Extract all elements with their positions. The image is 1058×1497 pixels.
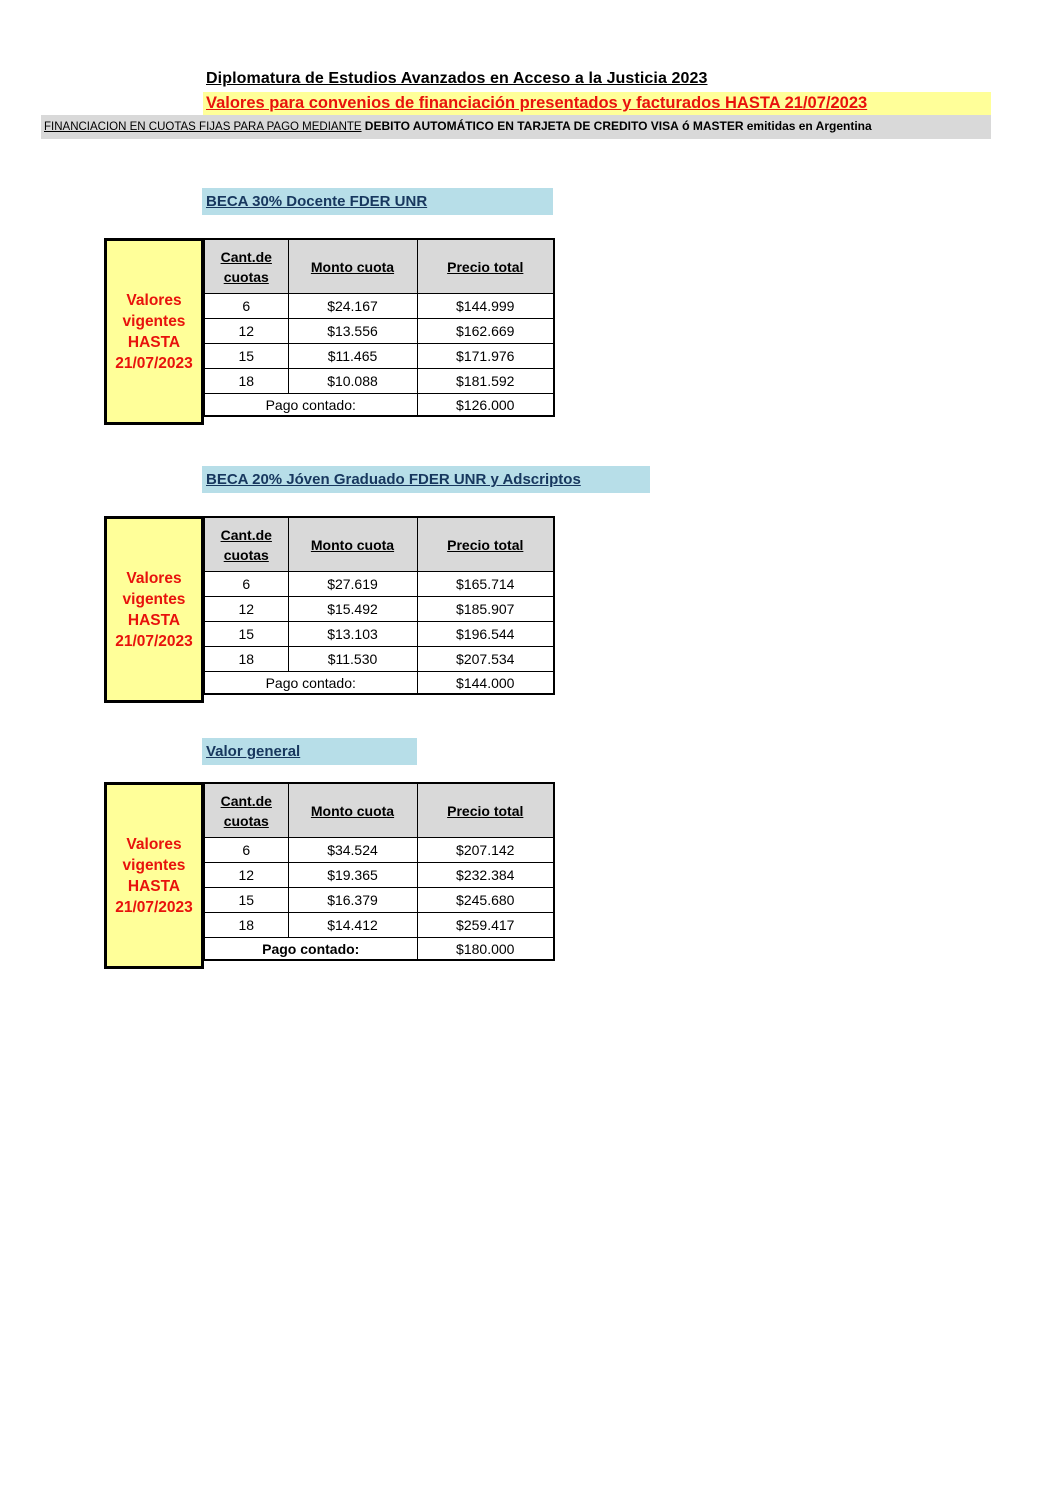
validity-subtitle [203,92,991,115]
column-header-precio: Precio total [417,783,554,838]
contado-label: Pago contado: [204,672,417,695]
column-header-precio: Precio total [417,239,554,294]
contado-label: Pago contado: [204,394,417,417]
section-title-general [202,738,417,765]
table-header-row [204,517,554,572]
financing-master: MASTER [692,119,744,133]
cell-monto: $11.465 [288,344,417,369]
table-row [204,888,554,913]
cell-monto: $11.530 [288,647,417,672]
validity-line: Valores [126,569,182,587]
contado-row [204,394,554,417]
cell-monto: $24.167 [288,294,417,319]
validity-line: vigentes [122,856,186,874]
validity-line: 21/07/2023 [115,898,193,916]
cell-monto: $15.492 [288,597,417,622]
cell-cuotas: 18 [204,647,288,672]
document-title: Diplomatura de Estudios Avanzados en Acceso a la Justicia 2023 [206,70,708,87]
header-text: Cant.de [220,792,272,809]
table-row [204,344,554,369]
contado-row [204,938,554,961]
cell-precio: $245.680 [417,888,554,913]
column-header-cuotas [204,783,288,838]
header-text: cuotas [223,268,269,285]
financing-card: DEBITO AUTOMÁTICO EN TARJETA DE CREDITO VISA [364,119,679,133]
cell-monto: $13.103 [288,622,417,647]
header-text: Cant.de [220,248,272,265]
validity-box [104,238,204,425]
table-row [204,838,554,863]
cell-precio: $232.384 [417,863,554,888]
table-header-row [204,783,554,838]
section-title-text: BECA 20% Jóven Graduado FDER UNR y Adscriptos [206,471,581,488]
table-header-row [204,239,554,294]
cell-cuotas: 6 [204,294,288,319]
table-row [204,913,554,938]
cell-monto: $34.524 [288,838,417,863]
price-table [203,782,555,961]
table-row [204,647,554,672]
validity-line: vigentes [122,590,186,608]
validity-line: Valores [126,835,182,853]
contado-label: Pago contado: [204,938,417,961]
cell-precio: $171.976 [417,344,554,369]
column-header-precio: Precio total [417,517,554,572]
table-row [204,597,554,622]
table-row [204,863,554,888]
contado-value: $144.000 [417,672,554,695]
contado-row [204,672,554,695]
cell-monto: $16.379 [288,888,417,913]
column-header-cuotas [204,239,288,294]
column-header-monto: Monto cuota [288,239,417,294]
cell-cuotas: 12 [204,319,288,344]
financing-end: emitidas en Argentina [746,119,872,133]
cell-monto: $13.556 [288,319,417,344]
validity-line: vigentes [122,312,186,330]
cell-precio: $165.714 [417,572,554,597]
table-row [204,294,554,319]
section-title-text: Valor general [206,743,301,760]
cell-monto: $27.619 [288,572,417,597]
cell-cuotas: 12 [204,597,288,622]
validity-box [104,516,204,703]
validity-line: Valores [126,291,182,309]
header-text: cuotas [223,546,269,563]
subtitle-text: Valores para convenios de financiación presentados y facturados HASTA 21/07/2023 [206,94,868,112]
cell-cuotas: 18 [204,913,288,938]
section-title-beca30 [202,188,553,215]
validity-line: HASTA [127,611,181,629]
cell-cuotas: 15 [204,344,288,369]
header-text: Cant.de [220,526,272,543]
column-header-monto: Monto cuota [288,517,417,572]
cell-cuotas: 18 [204,369,288,394]
cell-monto: $19.365 [288,863,417,888]
financing-plain: FINANCIACION EN CUOTAS FIJAS PARA PAGO MEDIANTE [44,121,362,133]
cell-cuotas: 15 [204,622,288,647]
cell-precio: $162.669 [417,319,554,344]
cell-cuotas: 15 [204,888,288,913]
cell-precio: $207.142 [417,838,554,863]
header-text: cuotas [223,812,269,829]
cell-cuotas: 12 [204,863,288,888]
cell-cuotas: 6 [204,838,288,863]
table-row [204,622,554,647]
financing-o: ó [682,119,690,133]
validity-box [104,782,204,969]
cell-precio: $196.544 [417,622,554,647]
cell-precio: $259.417 [417,913,554,938]
cell-precio: $185.907 [417,597,554,622]
price-table [203,516,555,695]
cell-precio: $144.999 [417,294,554,319]
table-row [204,319,554,344]
column-header-cuotas [204,517,288,572]
contado-value: $126.000 [417,394,554,417]
price-table [203,238,555,417]
table-row [204,369,554,394]
validity-line: 21/07/2023 [115,354,193,372]
cell-precio: $207.534 [417,647,554,672]
column-header-monto: Monto cuota [288,783,417,838]
cell-cuotas: 6 [204,572,288,597]
cell-monto: $14.412 [288,913,417,938]
table-row [204,572,554,597]
cell-precio: $181.592 [417,369,554,394]
validity-line: HASTA [127,877,181,895]
cell-monto: $10.088 [288,369,417,394]
validity-line: 21/07/2023 [115,632,193,650]
validity-line: HASTA [127,333,181,351]
section-title-beca20 [202,466,650,493]
section-title-text: BECA 30% Docente FDER UNR [206,193,428,210]
financing-note [41,115,991,139]
contado-value: $180.000 [417,938,554,961]
